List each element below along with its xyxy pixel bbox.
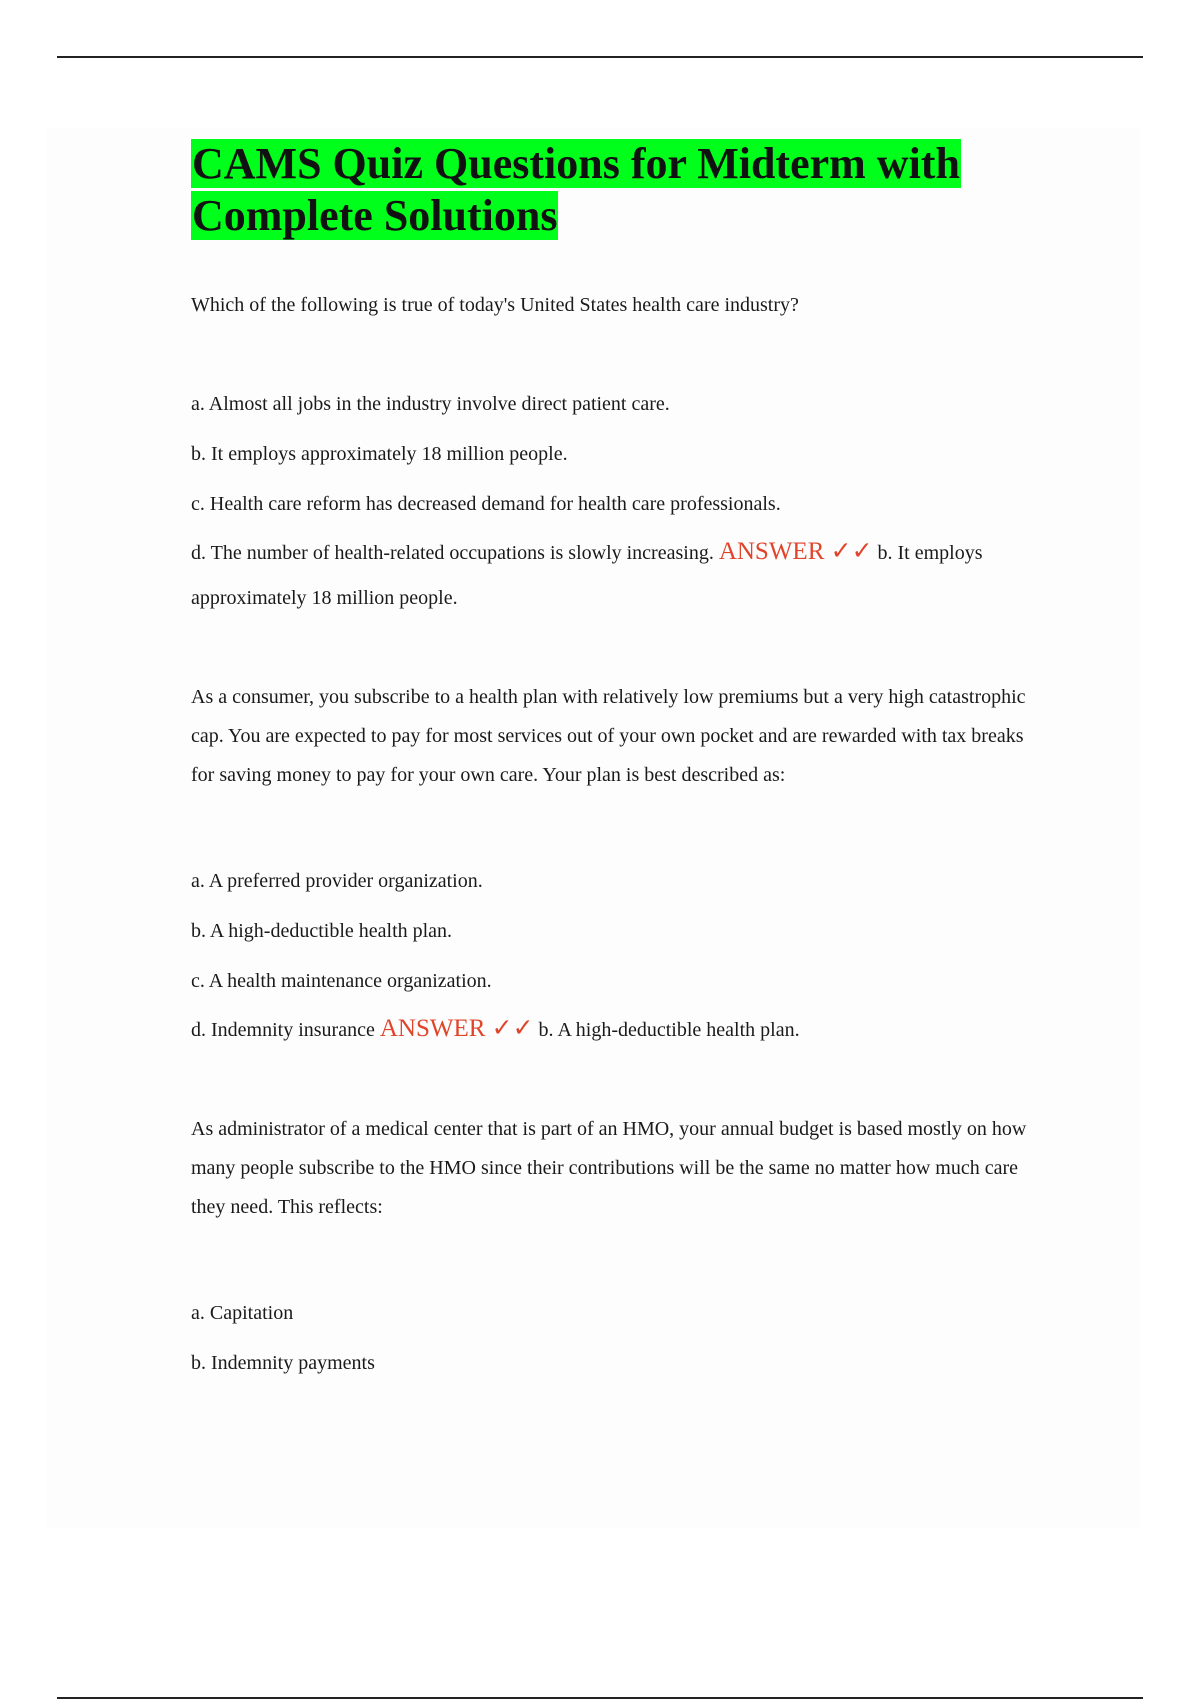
question-2-option-a: a. A preferred provider organization. (191, 870, 483, 892)
question-1-option-d: d. The number of health-related occupations is slowly increasing. ANSWER ✓✓ b. It employs approximately 18 million people. (191, 538, 983, 609)
question-1-answer-label: ANSWER ✓✓ (718, 538, 873, 565)
question-2-text: As a consumer, you subscribe to a health plan with relatively low premiums but a very high catastrophic cap. You are expected to pay for most services out of your own pocket and are rewarded with tax breaks for saving money to pay for your own care. Your plan is best described as: (191, 686, 1026, 786)
bottom-rule (57, 1697, 1143, 1699)
question-2-option-b: b. A high-deductible health plan. (191, 920, 453, 942)
question-2-option-c: c. A health maintenance organization. (191, 970, 492, 992)
question-3-option-b: b. Indemnity payments (191, 1352, 375, 1374)
question-1-options (191, 379, 1051, 621)
question-2-answer-text: b. A high-deductible health plan. (538, 1019, 800, 1041)
question-1-option-c: c. Health care reform has decreased demand for health care professionals. (191, 493, 781, 515)
question-2-answer-label: ANSWER ✓✓ (379, 1015, 534, 1042)
question-1-text: Which of the following is true of today's United States health care industry? (191, 294, 799, 316)
document-content (191, 138, 1051, 1388)
document-title: CAMS Quiz Questions for Midterm with Complete Solutions (192, 139, 960, 240)
top-rule (57, 56, 1143, 58)
question-1-option-a: a. Almost all jobs in the industry involve direct patient care. (191, 393, 670, 415)
question-3-text: As administrator of a medical center that is part of an HMO, your annual budget is based mostly on how many people subscribe to the HMO since their contributions will be the same no matter how much care they need. This reflects: (191, 1118, 1027, 1218)
question-2-options (191, 856, 1051, 1053)
question-3-option-a: a. Capitation (191, 1302, 294, 1324)
question-1-answer-text: b. It employs approximately 18 million people. (191, 542, 983, 609)
question-3-options (191, 1288, 1051, 1388)
question-1-option-b: b. It employs approximately 18 million people. (191, 443, 568, 465)
question-2-option-d: d. Indemnity insurance ANSWER ✓✓ b. A high-deductible health plan. (191, 1015, 800, 1042)
